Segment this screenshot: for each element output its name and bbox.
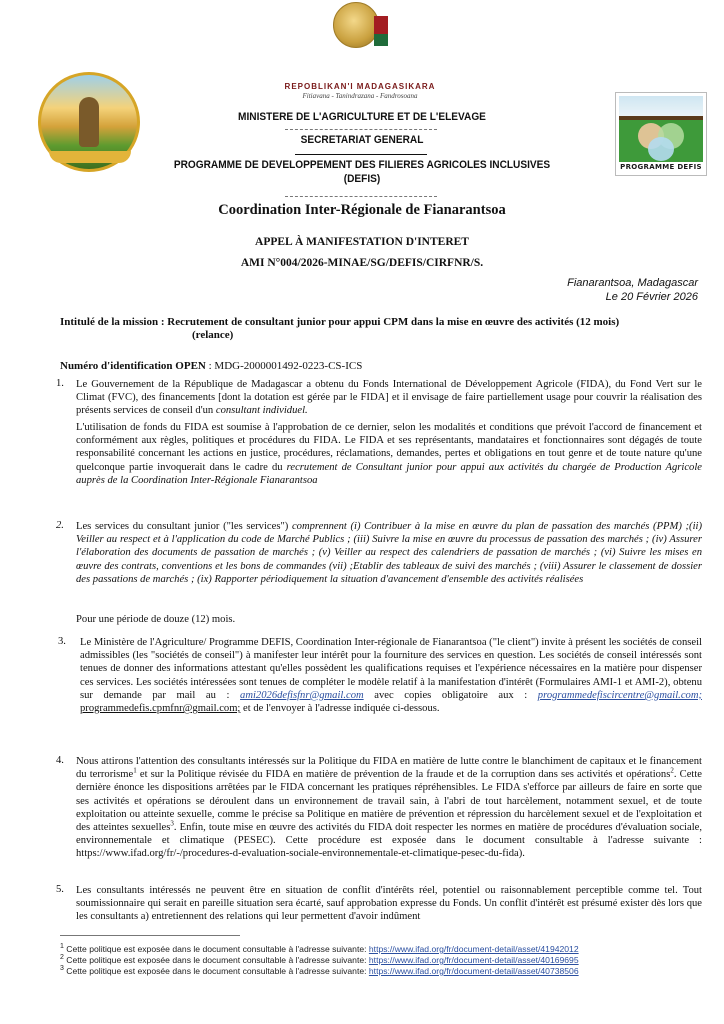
logo-sky (619, 96, 703, 116)
footnote-link[interactable]: https://www.ifad.org/fr/document-detail/asset/41942012 (368, 944, 579, 954)
footnote-1 (60, 944, 700, 955)
section-italic-text: consultant individuel. (215, 405, 308, 417)
footnote-ref-1[interactable]: 1 (133, 766, 137, 775)
mission-text-cont: (relance) (192, 329, 234, 341)
footnote-link[interactable]: https://www.ifad.org/fr/document-detail/asset/40738506 (368, 966, 579, 976)
footnote-text: Cette politique est exposée dans le document consultable à l'adresse suivante: (63, 944, 369, 954)
footnote-2 (60, 955, 700, 966)
republic-motto: Fitiavana - Tanindrazana - Fandrosoana (302, 92, 418, 100)
mission-text: Recrutement de consultant junior pour appui CPM dans la mise en œuvre des activités (12 mois) (167, 316, 620, 328)
ami-reference: AMI N°004/2026-MINAE/SG/DEFIS/CIRFNR/S. (240, 257, 484, 269)
footnote-mark: 2 (60, 954, 64, 962)
dashed-divider (285, 196, 437, 197)
date: Le 20 Février 2026 (605, 291, 698, 303)
section-number: 2. (56, 520, 64, 531)
footnote-ref-2[interactable]: 2 (670, 766, 674, 775)
section-number: 5. (56, 884, 64, 895)
section-text: L'utilisation de fonds du FIDA est soumise à l'approbation de ce dernier, selon les modalités et conditions que prévoit l'accord de financement et conformément aux règles, politiques et procédures du FIDA. Le FIDA et ses représentants, mandataires et fonctionnaires sont dégagés de toute responsabilité concernant les actions en justice, procédures, réclamations, demandes, pertes et obligations en tout genre et de toute nature qu'une quelconque partie invoquerait dans le cadre du (76, 422, 702, 473)
programme-heading (167, 158, 557, 186)
footnote-3 (60, 966, 700, 977)
section-1-paragraph-1 (76, 378, 702, 418)
ministry-heading: MINISTERE DE L'AGRICULTURE ET DE L'ELEVAGE (238, 111, 486, 123)
section-number: 4. (56, 755, 64, 766)
section-number: 1. (56, 378, 64, 389)
call-title: APPEL À MANIFESTATION D'INTERET (255, 236, 469, 248)
dashed-divider (285, 129, 437, 130)
republic-name: REPOBLIKAN'I MADAGASIKARA (284, 82, 436, 91)
mission-label: Intitulé de la mission : (60, 316, 165, 328)
madagascar-emblem-icon (330, 2, 390, 58)
section-text: Le Gouvernement de la République de Madagascar a obtenu du Fonds International de Développement Agricole (FIDA), du Fond Vert sur le Climat (FVC), des financements [dont la dotation est gérée par le FIDA] et il envisage de faire partiellement usage pour couvrir la réalisation des présents services de conseil d'un (76, 379, 702, 417)
ministry-logo-icon (38, 72, 140, 172)
logo-circle-3 (648, 137, 674, 161)
defis-logo-label: PROGRAMME DEFIS (620, 163, 702, 171)
section-3-paragraph (80, 636, 702, 715)
footnote-link[interactable]: https://www.ifad.org/fr/document-detail/asset/40169695 (368, 955, 579, 965)
footnote-text: Cette politique est exposée dans le document consultable à l'adresse suivante: (63, 955, 369, 965)
footnote-divider (60, 935, 240, 936)
section-text: . Cette dernière énonce les dispositions arrêtées par le FIDA concernant les pratiques répréhensibles. Le FIDA s'efforce par ailleurs de faire en sorte que ses activités et opérations se déroulent dans un environnement de travail sain, à l'abri de tout harcèlement, notamment sexuel, et de toute exploitation ou atteinte sexuelle, comme le précise sa Politique en matière de prévention et répression du harcèlement sexuel et de l'exploitation et des atteintes sexuelles (76, 769, 702, 834)
section-text: avec copies obligatoire aux : (363, 689, 538, 701)
section-text: Nous attirons l'attention des consultants intéressés sur la Politique du FIDA en matière de lutte contre le blanchiment de capitaux et le financement du terrorisme (76, 756, 702, 781)
emblem-seal (333, 2, 379, 48)
section-5-paragraph: Les consultants intéressés ne peuvent être en situation de conflit d'intérêts réel, potentiel ou raisonnablement perceptible comme tel. Tout soumissionnaire qui serait en pareille situation sera écarté, sauf approbation expresse du Fonds. Un conflit d'intérêt est présumé exister dès lors que les consultants a) entretiennent des relations qui leur permettent d'avoir indûment (76, 885, 702, 923)
footnote-ref-3[interactable]: 3 (170, 819, 174, 828)
section-number: 3. (58, 636, 66, 647)
logo-banner (49, 151, 131, 163)
email-link-circentre[interactable]: programmedefiscircentre@gmail.com; (537, 689, 702, 701)
email-link-ami[interactable]: ami2026defisfnr@gmail.com (240, 689, 364, 701)
footnote-text: Cette politique est exposée dans le document consultable à l'adresse suivante: (63, 966, 369, 976)
mission-title (60, 316, 700, 342)
section-text: Les services du consultant junior ("les services") (76, 521, 292, 532)
place-date (567, 276, 698, 304)
section-text: . Enfin, toute mise en œuvre des activités du FIDA doit respecter les normes en matière de procédures d'évaluation sociale, environnementale et climatique (PESEC). Cette procédure est exposée dans le document consultable à l'adresse suivante : https://www.ifad.org/fr/-/procedures-d-evaluation-sociale-environnementale-et-climatique-pesec-du-fida). (76, 822, 702, 860)
section-text: Le Ministère de l'Agriculture/ Programme DEFIS, Coordination Inter-régionale de Fianarantsoa ("le client") invite à présent les sociétés de conseil admissibles (les "sociétés de conseil") à manifester leur intérêt pour la fourniture des services en question. Les sociétés de conseil intéressés sont tenues de donner des informations attestant qu'elles possèdent les qualifications requises et l'expérience nécessaires en la matière pour dispenser ces services. Les sociétés intéressées sont tenues de compléter le modèle relatif à la manifestation d'intérêt (Formulaires AMI-1 et AMI-2), obtenu sur demande par mail au : (80, 637, 702, 701)
section-italic-text: recrutement de Consultant junior pour appui aux activités du chargée de Production Agricole auprès de la Coordination Inter-Régionale Fianarantsoa (76, 461, 702, 486)
solid-divider (295, 154, 427, 155)
section-4-paragraph (76, 755, 702, 861)
open-identifier (60, 360, 362, 373)
open-id-value: : MDG-2000001492-0223-CS-ICS (208, 360, 363, 372)
footnote-mark: 1 (60, 943, 64, 951)
flag-green-stripe (374, 34, 388, 46)
defis-programme-logo-icon (615, 92, 707, 176)
section-2-paragraph (76, 520, 702, 586)
footnote-mark: 3 (60, 965, 64, 973)
place: Fianarantsoa, Madagascar (567, 277, 698, 289)
open-id-label: Numéro d'identification OPEN (60, 360, 206, 372)
email-link-cpmfnr[interactable]: programmedefis.cpmfnr@gmail.com; (80, 703, 241, 715)
section-text: et de l'envoyer à l'adresse indiquée ci-dessous. (240, 703, 440, 715)
farmer-figure (79, 97, 99, 147)
flag-red-stripe (374, 16, 388, 34)
programme-line-1: PROGRAMME DE DEVELOPPEMENT DES FILIERES AGRICOLES INCLUSIVES (173, 159, 551, 171)
section-text: et sur la Politique révisée du FIDA en matière de prévention de la fraude et de la corruption dans ses activités et opérations (136, 769, 671, 781)
section-2-period: Pour une période de douze (12) mois. (76, 614, 236, 625)
programme-line-2: (DEFIS) (343, 173, 381, 185)
section-italic-text: comprennent (i) Contribuer à la mise en œuvre du plan de passation des marchés (PPM) ;(ii) Veiller au respect et à l'application du code de Marché Publics ; (iii) Suivre la mise en œuvre du processus de passation des marchés ; (iv) Assurer l'élaboration des documents de passation de marchés ; (v) Veiller au respect des calendriers de passation de marchés ; (vi) Suivre les mises en œuvre des contrats, conventions et les bons de commandes (vii) ;Etablir des tableaux de suivi des marchés ; (viii) Assurer le classement de dossier des passations de marchés ; (ix) Rapporter périodiquement la situation d'avancement d'ensemble des activités réalisées (76, 521, 702, 585)
section-1-paragraph-2 (76, 421, 702, 487)
secretariat-heading: SECRETARIAT GENERAL (300, 134, 424, 146)
coordination-title: Coordination Inter-Régionale de Fianarantsoa (218, 202, 506, 218)
